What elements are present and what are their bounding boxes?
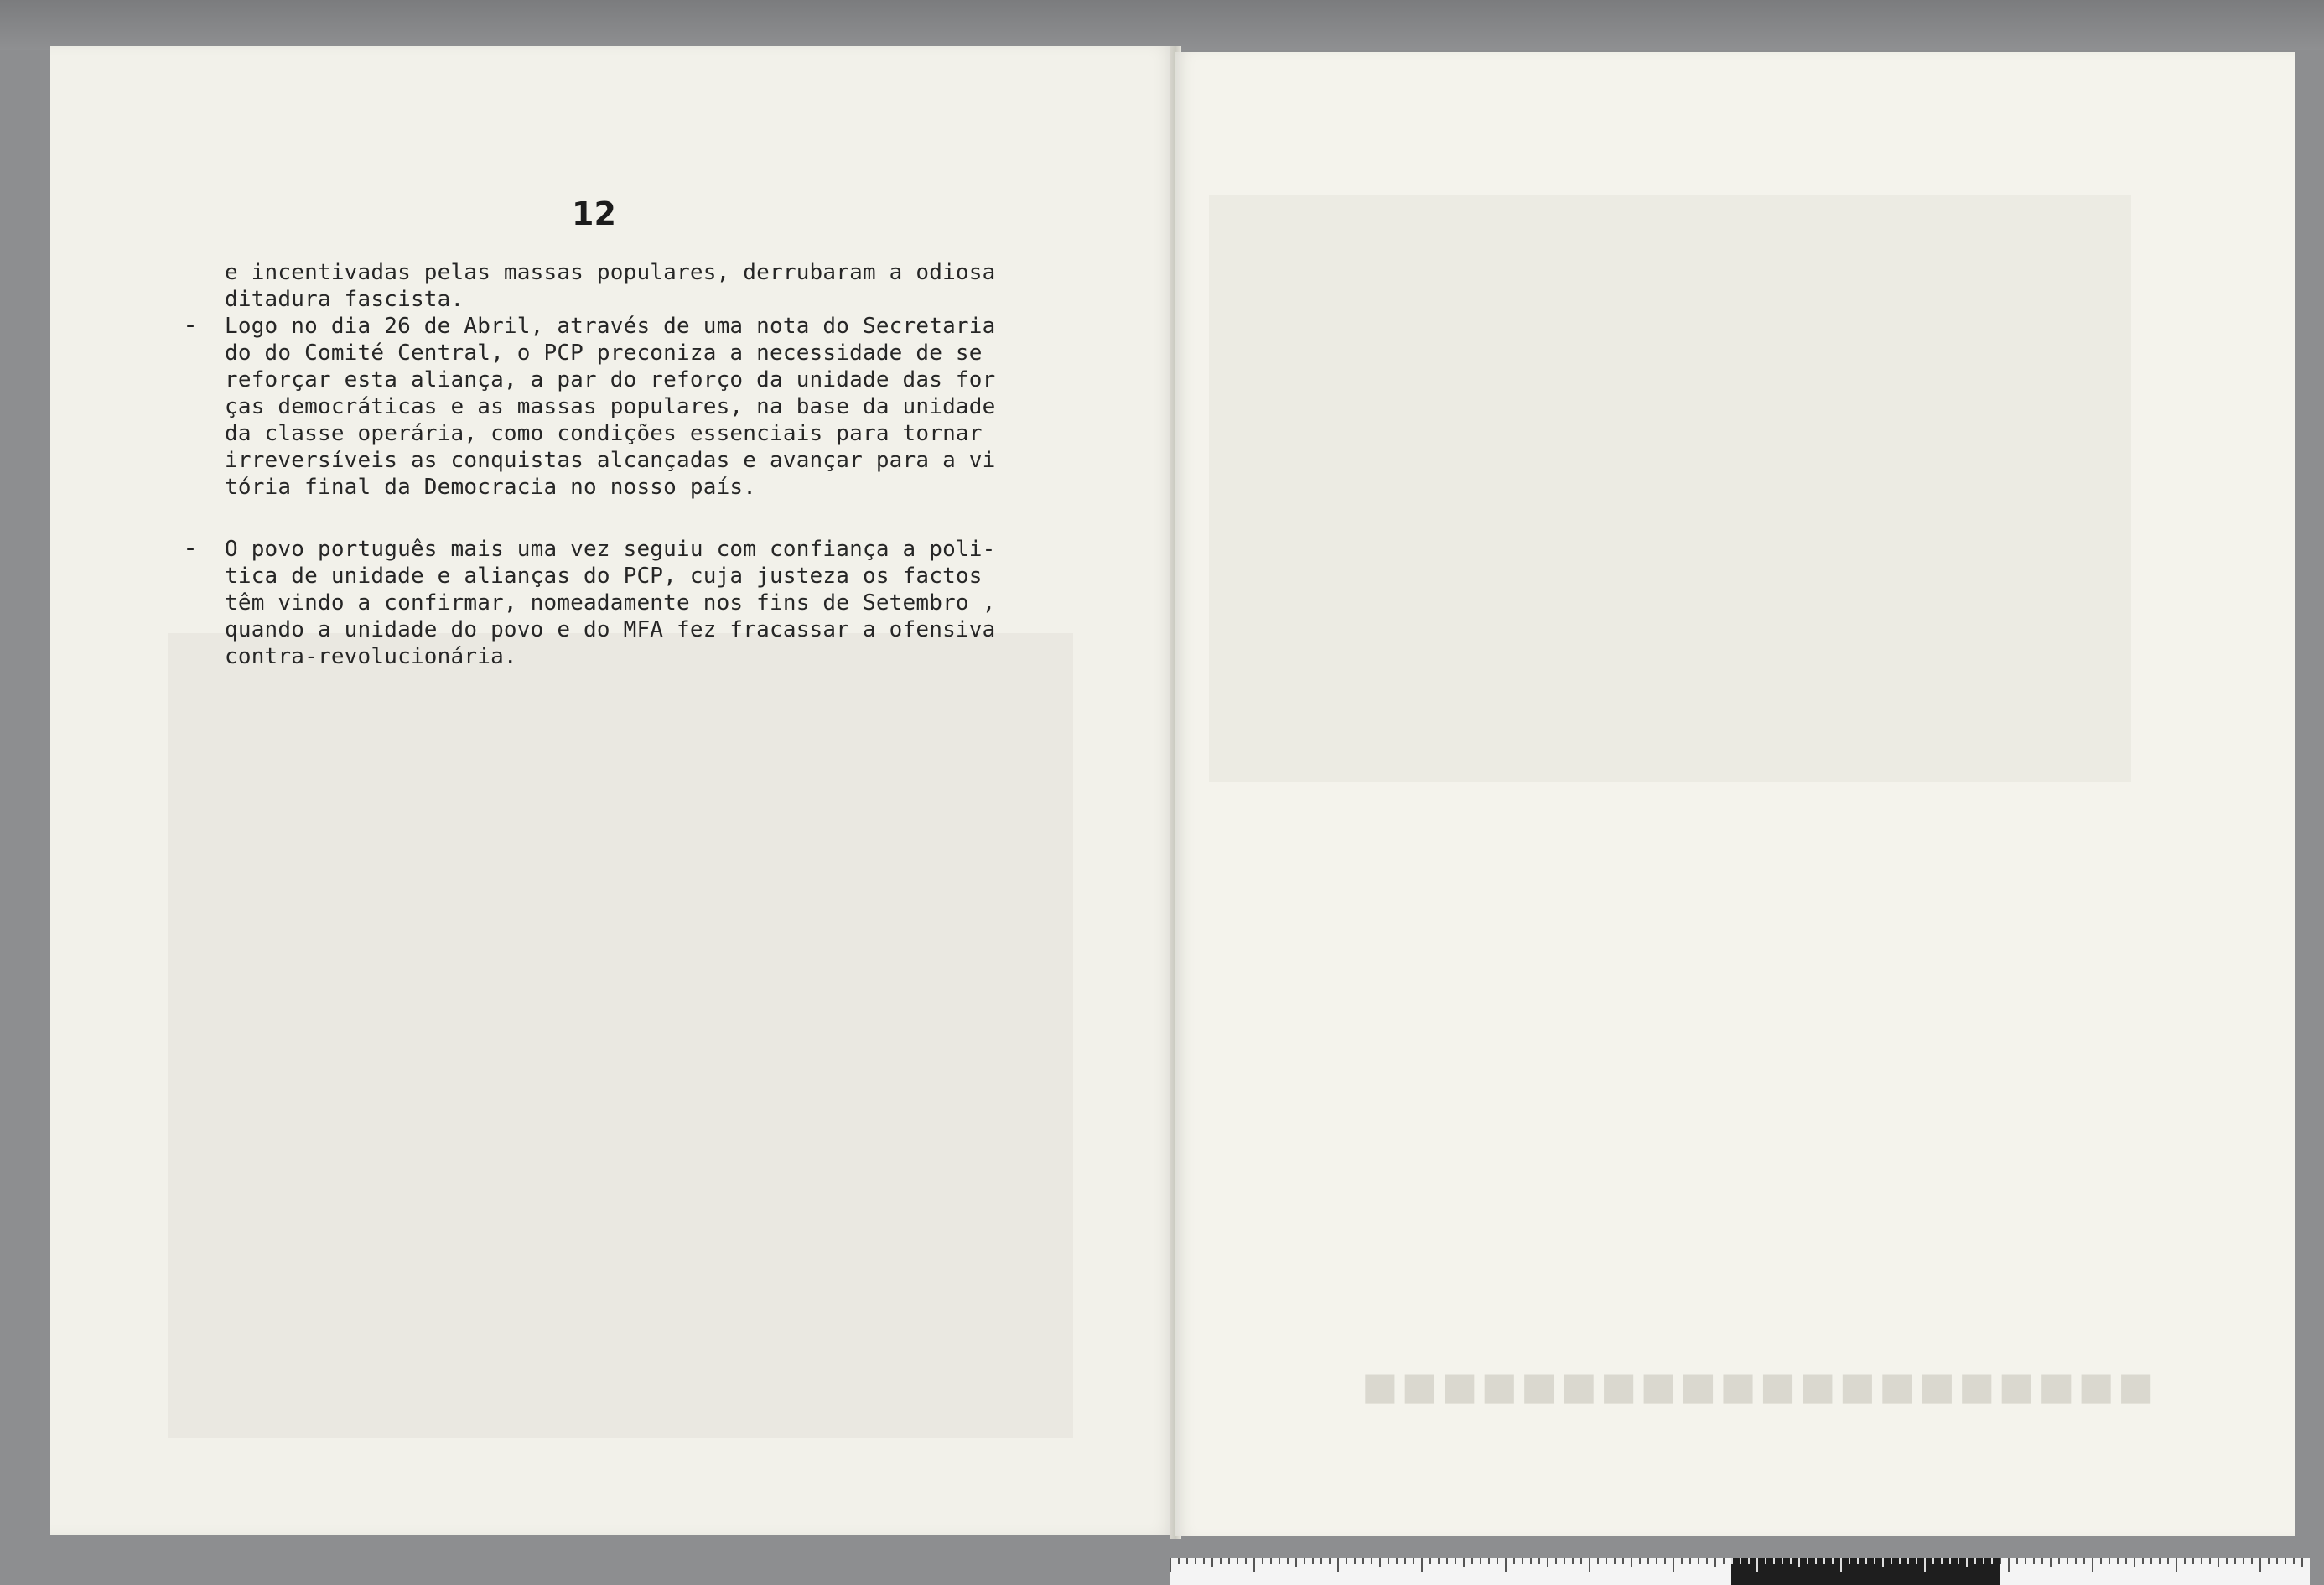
ruler-tick <box>2033 1558 2035 1564</box>
ruler-tick <box>1966 1558 1968 1567</box>
ruler-tick <box>1958 1558 1959 1564</box>
ruler-tick <box>1932 1558 1934 1564</box>
ruler-tick <box>1580 1558 1582 1564</box>
ruler-tick <box>2192 1558 2194 1564</box>
ruler-tick <box>1228 1558 1230 1564</box>
ruler-tick <box>1983 1558 1984 1564</box>
ruler-tick <box>2117 1558 2119 1564</box>
ruler-tick <box>1832 1558 1834 1564</box>
ruler-tick <box>2176 1558 2177 1572</box>
ruler-tick <box>1178 1558 1180 1564</box>
ruler-tick <box>1924 1558 1926 1572</box>
text-line: da classe operária, como condições essenciais para tornar <box>225 421 983 446</box>
left-page <box>50 46 1178 1535</box>
ruler-tick <box>1807 1558 1808 1564</box>
ruler-tick <box>1974 1558 1976 1564</box>
ruler-tick <box>1656 1558 1657 1564</box>
ruler-tick <box>1606 1558 1607 1564</box>
ruler-tick <box>2075 1558 2077 1564</box>
ruler-tick <box>1522 1558 1523 1564</box>
ruler-tick <box>2243 1558 2244 1564</box>
ruler-tick <box>1438 1558 1440 1564</box>
ruler-tick <box>1748 1558 1750 1564</box>
text-line: contra-revolucionária. <box>225 644 517 669</box>
bullet-dash: - <box>183 533 199 563</box>
ruler-tick <box>2050 1558 2052 1567</box>
ruler-tick <box>1790 1558 1792 1564</box>
text-line: tória final da Democracia no nosso país. <box>225 475 757 500</box>
ruler-tick <box>1396 1558 1398 1564</box>
ruler-tick <box>2259 1558 2261 1572</box>
ruler-tick <box>1647 1558 1649 1564</box>
ruler-tick <box>1907 1558 1909 1564</box>
right-page <box>1175 52 2295 1536</box>
ruler-tick <box>1991 1558 1993 1564</box>
ruler-tick <box>1379 1558 1381 1567</box>
ruler-tick <box>1664 1558 1666 1564</box>
ruler-tick <box>1731 1558 1733 1564</box>
ruler-tick <box>1505 1558 1507 1572</box>
show-through-area <box>168 633 1073 1438</box>
ruler-tick <box>1941 1558 1943 1564</box>
ruler-tick <box>1429 1558 1431 1564</box>
ruler-tick <box>1631 1558 1632 1567</box>
ruler-tick <box>1840 1558 1842 1572</box>
ruler-tick <box>2209 1558 2211 1564</box>
ruler-tick <box>1270 1558 1272 1564</box>
ruler-tick <box>2301 1558 2303 1567</box>
ruler-tick <box>2109 1558 2110 1564</box>
ruler-tick <box>1891 1558 1892 1564</box>
ruler-tick <box>1170 1558 1171 1572</box>
ruler-tick <box>2134 1558 2135 1567</box>
ruler-tick <box>1211 1558 1213 1567</box>
show-through-area <box>1209 195 2131 782</box>
mirrored-cover-show-through: ■■■■■■■■■■■■■■■■■■■■ <box>1358 1363 2155 1408</box>
ruler-tick <box>1706 1558 1708 1564</box>
ruler-tick <box>1882 1558 1884 1567</box>
ruler-tick <box>1689 1558 1691 1564</box>
ruler-tick <box>1262 1558 1263 1564</box>
ruler-tick <box>1471 1558 1473 1564</box>
ruler-tick <box>1547 1558 1548 1567</box>
ruler-tick <box>1253 1558 1255 1572</box>
ruler-tick <box>1320 1558 1322 1564</box>
ruler-tick <box>1220 1558 1222 1564</box>
ruler-segment-light <box>2000 1558 2310 1585</box>
ruler-tick <box>1564 1558 1565 1564</box>
ruler-tick <box>1455 1558 1456 1564</box>
ruler-tick <box>1287 1558 1289 1564</box>
ruler-tick <box>1186 1558 1188 1564</box>
ruler-tick <box>2226 1558 2228 1564</box>
ruler-tick <box>2083 1558 2085 1564</box>
ruler-tick <box>1388 1558 1389 1564</box>
ruler-tick <box>1304 1558 1305 1564</box>
text-line: tica de unidade e alianças do PCP, cuja justeza os factos <box>225 564 983 589</box>
ruler-tick <box>2041 1558 2043 1564</box>
ruler-tick <box>1622 1558 1624 1564</box>
ruler-tick <box>1480 1558 1481 1564</box>
ruler-tick <box>1572 1558 1574 1564</box>
ruler-tick <box>2067 1558 2068 1564</box>
ruler-tick <box>1597 1558 1599 1564</box>
ruler-tick <box>1413 1558 1414 1564</box>
ruler-tick <box>1815 1558 1817 1564</box>
ruler-tick <box>1857 1558 1859 1564</box>
ruler-tick <box>2142 1558 2144 1564</box>
text-line: irreversíveis as conquistas alcançadas e avançar para a vi <box>225 448 996 473</box>
ruler-tick <box>1673 1558 1674 1572</box>
text-line: ditadura fascista. <box>225 287 464 312</box>
ruler-tick <box>2234 1558 2236 1564</box>
ruler-tick <box>2218 1558 2219 1567</box>
text-line: Logo no dia 26 de Abril, através de uma nota do Secretaria <box>225 314 996 339</box>
ruler-tick <box>2008 1558 2010 1572</box>
ruler-tick <box>1782 1558 1783 1564</box>
ruler-tick <box>2159 1558 2161 1564</box>
ruler-tick <box>1874 1558 1875 1564</box>
ruler-tick <box>1279 1558 1280 1564</box>
ruler-tick <box>1949 1558 1951 1564</box>
ruler-tick <box>2184 1558 2186 1564</box>
ruler-tick <box>1513 1558 1515 1564</box>
ruler-tick <box>1756 1558 1758 1572</box>
text-line: reforçar esta aliança, a par do reforço da unidade das for <box>225 367 996 392</box>
text-line: quando a unidade do povo e do MFA fez fracassar a ofensiva <box>225 617 996 642</box>
ruler-tick <box>2100 1558 2102 1564</box>
ruler-tick <box>2293 1558 2295 1564</box>
ruler-tick <box>1723 1558 1725 1564</box>
ruler-tick <box>1446 1558 1448 1564</box>
ruler-tick <box>2268 1558 2270 1564</box>
ruler-tick <box>1798 1558 1800 1567</box>
ruler-tick <box>1865 1558 1867 1564</box>
ruler-tick <box>2276 1558 2278 1564</box>
ruler-tick <box>2150 1558 2152 1564</box>
ruler-tick <box>1329 1558 1331 1564</box>
ruler-tick <box>1497 1558 1498 1564</box>
ruler-tick <box>1614 1558 1616 1564</box>
text-line: e incentivadas pelas massas populares, derrubaram a odiosa <box>225 260 996 285</box>
text-line: O povo português mais uma vez seguiu com confiança a poli- <box>225 537 996 562</box>
ruler-tick <box>2167 1558 2169 1564</box>
ruler-tick <box>2125 1558 2127 1564</box>
ruler-tick <box>1237 1558 1238 1564</box>
ruler-tick <box>2285 1558 2286 1564</box>
ruler-tick <box>1354 1558 1356 1564</box>
ruler-tick <box>1362 1558 1364 1564</box>
ruler-tick <box>1639 1558 1641 1564</box>
ruler-tick <box>2016 1558 2018 1564</box>
bullet-dash: - <box>183 310 199 340</box>
ruler-tick <box>1773 1558 1775 1564</box>
scan-background <box>0 0 2324 50</box>
ruler-tick <box>2058 1558 2060 1564</box>
ruler-tick <box>1371 1558 1372 1564</box>
ruler-tick <box>1195 1558 1196 1564</box>
ruler-tick <box>1404 1558 1406 1564</box>
text-line: do do Comité Central, o PCP preconiza a necessidade de se <box>225 340 983 366</box>
ruler-tick <box>1823 1558 1825 1564</box>
ruler-tick <box>1203 1558 1205 1564</box>
ruler-tick <box>2025 1558 2026 1564</box>
text-line: têm vindo a confirmar, nomeadamente nos fins de Setembro , <box>225 590 996 616</box>
ruler-tick <box>1916 1558 1917 1564</box>
ruler-tick <box>1488 1558 1490 1564</box>
ruler-tick <box>1421 1558 1423 1572</box>
ruler-tick <box>1295 1558 1297 1567</box>
ruler-tick <box>1538 1558 1540 1564</box>
ruler-tick <box>2201 1558 2202 1564</box>
scale-ruler <box>1170 1558 2310 1585</box>
ruler-tick <box>1245 1558 1247 1564</box>
ruler-tick <box>1899 1558 1901 1564</box>
ruler-tick <box>1337 1558 1339 1572</box>
ruler-tick <box>1714 1558 1716 1567</box>
ruler-tick <box>2000 1558 2001 1564</box>
ruler-tick <box>1346 1558 1347 1564</box>
ruler-tick <box>1555 1558 1557 1564</box>
ruler-tick <box>1765 1558 1766 1564</box>
ruler-tick <box>1589 1558 1590 1572</box>
ruler-tick <box>1312 1558 1314 1564</box>
ruler-tick <box>1463 1558 1465 1567</box>
ruler-tick <box>1740 1558 1741 1564</box>
ruler-tick <box>1530 1558 1532 1564</box>
page-number: 12 <box>572 195 616 232</box>
ruler-tick <box>1698 1558 1699 1564</box>
ruler-tick <box>1849 1558 1850 1564</box>
ruler-tick <box>1681 1558 1683 1564</box>
text-line: ças democráticas e as massas populares, na base da unidade <box>225 394 996 419</box>
ruler-tick <box>2092 1558 2093 1572</box>
ruler-tick <box>2251 1558 2253 1564</box>
